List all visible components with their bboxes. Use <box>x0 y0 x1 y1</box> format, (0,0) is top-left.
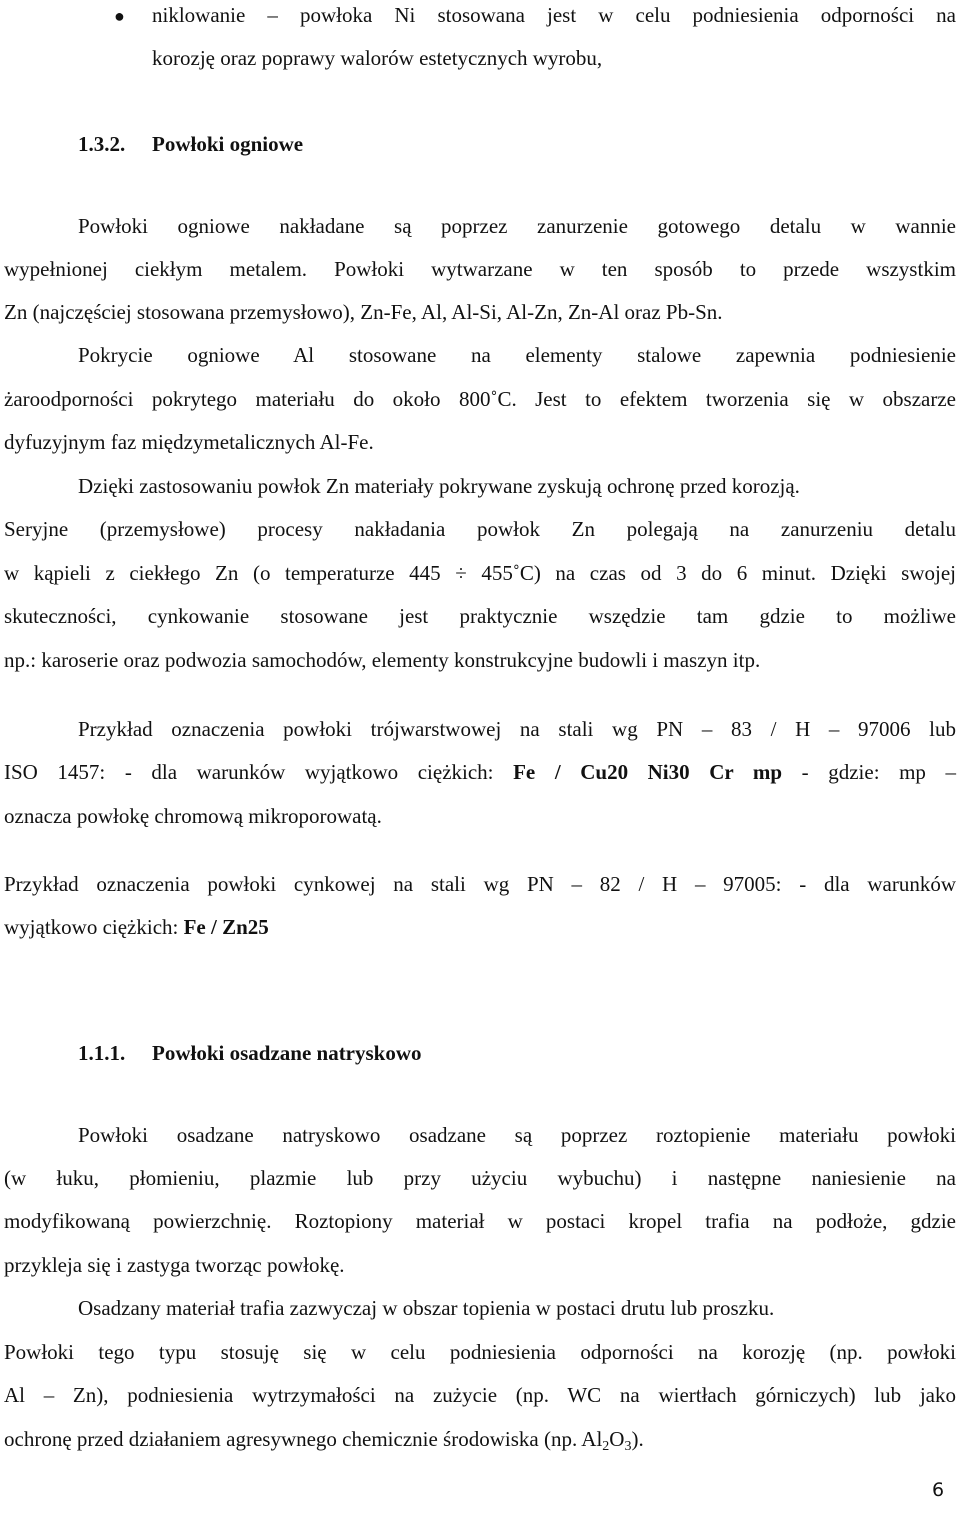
subscript: 2 <box>602 1439 610 1454</box>
subscript: 3 <box>624 1439 632 1454</box>
designation-code: Fe / Cu20 Ni30 Cr mp <box>513 760 783 784</box>
paragraph-line: oznacza powłokę chromową mikroporowatą. <box>4 804 382 828</box>
paragraph-line: modyfikowaną powierzchnię. Roztopiony materiał w postaci kropel trafia na podłoże, gdzie <box>4 1209 956 1233</box>
paragraph-line: dyfuzyjnym faz międzymetalicznych Al-Fe. <box>4 430 374 454</box>
paragraph-line: Przykład oznaczenia powłoki cynkowej na stali wg PN – 82 / H – 97005: - dla warunków <box>4 872 956 896</box>
paragraph-line: Dzięki zastosowaniu powłok Zn materiały pokrywane zyskują ochronę przed korozją. <box>78 474 800 498</box>
paragraph-line: np.: karoserie oraz podwozia samochodów, elementy konstrukcyjne budowli i maszyn itp. <box>4 648 761 672</box>
paragraph-line: Powłoki ogniowe nakładane są poprzez zanurzenie gotowego detalu w wannie <box>78 214 956 238</box>
bullet-line: niklowanie – powłoka Ni stosowana jest w celu podniesienia odporności na <box>152 3 956 27</box>
section-number: 1.1.1. <box>78 1041 126 1065</box>
text-run: - gdzie: mp – <box>782 760 957 784</box>
paragraph-line: skuteczności, cynkowanie stosowane jest praktycznie wszędzie tam gdzie to możliwe <box>4 604 956 628</box>
section-heading <box>78 131 960 157</box>
bullet-line: korozję oraz poprawy walorów estetycznych wyrobu, <box>152 46 603 70</box>
designation-code: Fe / Zn25 <box>183 915 269 939</box>
paragraph-line: Seryjne (przemysłowe) procesy nakładania powłok Zn polegają na zanurzeniu detalu <box>4 517 956 541</box>
paragraph-line: Powłoki osadzane natryskowo osadzane są poprzez roztopienie materiału powłoki <box>78 1123 956 1147</box>
paragraph-line: Powłoki tego typu stosuję się w celu podniesienia odporności na korozję (np. powłoki <box>4 1340 956 1364</box>
paragraph-line: w kąpieli z ciekłego Zn (o temperaturze 445 ÷ 455˚C) na czas od 3 do 6 minut. Dzięki swojej <box>4 561 956 585</box>
paragraph-line: przykleja się i zastyga tworząc powłokę. <box>4 1253 345 1277</box>
paragraph-line: wypełnionej ciekłym metalem. Powłoki wytwarzane w ten sposób to przede wszystkim <box>4 257 956 281</box>
section-title: Powłoki osadzane natryskowo <box>152 1041 422 1065</box>
page-number: 6 <box>932 1479 945 1501</box>
paragraph-line: Pokrycie ogniowe Al stosowane na elementy stalowe zapewnia podniesienie <box>78 343 956 367</box>
paragraph-line: Al – Zn), podniesienia wytrzymałości na zużycie (np. WC na wiertłach górniczych) lub jako <box>4 1383 956 1407</box>
paragraph-line: Przykład oznaczenia powłoki trójwarstwowej na stali wg PN – 83 / H – 97006 lub <box>78 717 956 741</box>
paragraph-line <box>4 914 956 940</box>
text-run: ISO 1457: - dla warunków wyjątkowo ciężkich: <box>4 760 514 784</box>
text-run: ochronę przed działaniem agresywnego chemicznie środowiska (np. Al <box>4 1427 603 1451</box>
text-run: ). <box>631 1427 644 1451</box>
section-number: 1.3.2. <box>78 132 126 156</box>
text-run: O <box>609 1427 625 1451</box>
bullet-icon: ● <box>114 6 125 26</box>
paragraph-line <box>4 759 956 785</box>
section-title: Powłoki ogniowe <box>152 132 304 156</box>
paragraph-line: Zn (najczęściej stosowana przemysłowo), Zn-Fe, Al, Al-Si, Al-Zn, Zn-Al oraz Pb-Sn. <box>4 300 723 324</box>
section-heading <box>78 1040 960 1066</box>
paragraph-line: (w łuku, płomieniu, plazmie lub przy użyciu wybuchu) i następne naniesienie na <box>4 1166 956 1190</box>
paragraph-line: Osadzany materiał trafia zazwyczaj w obszar topienia w postaci drutu lub proszku. <box>78 1296 775 1320</box>
paragraph-line <box>4 1426 956 1452</box>
text-run: wyjątkowo ciężkich: <box>4 915 184 939</box>
paragraph-line: żaroodporności pokrytego materiału do około 800˚C. Jest to efektem tworzenia się w obszarze <box>4 387 956 411</box>
